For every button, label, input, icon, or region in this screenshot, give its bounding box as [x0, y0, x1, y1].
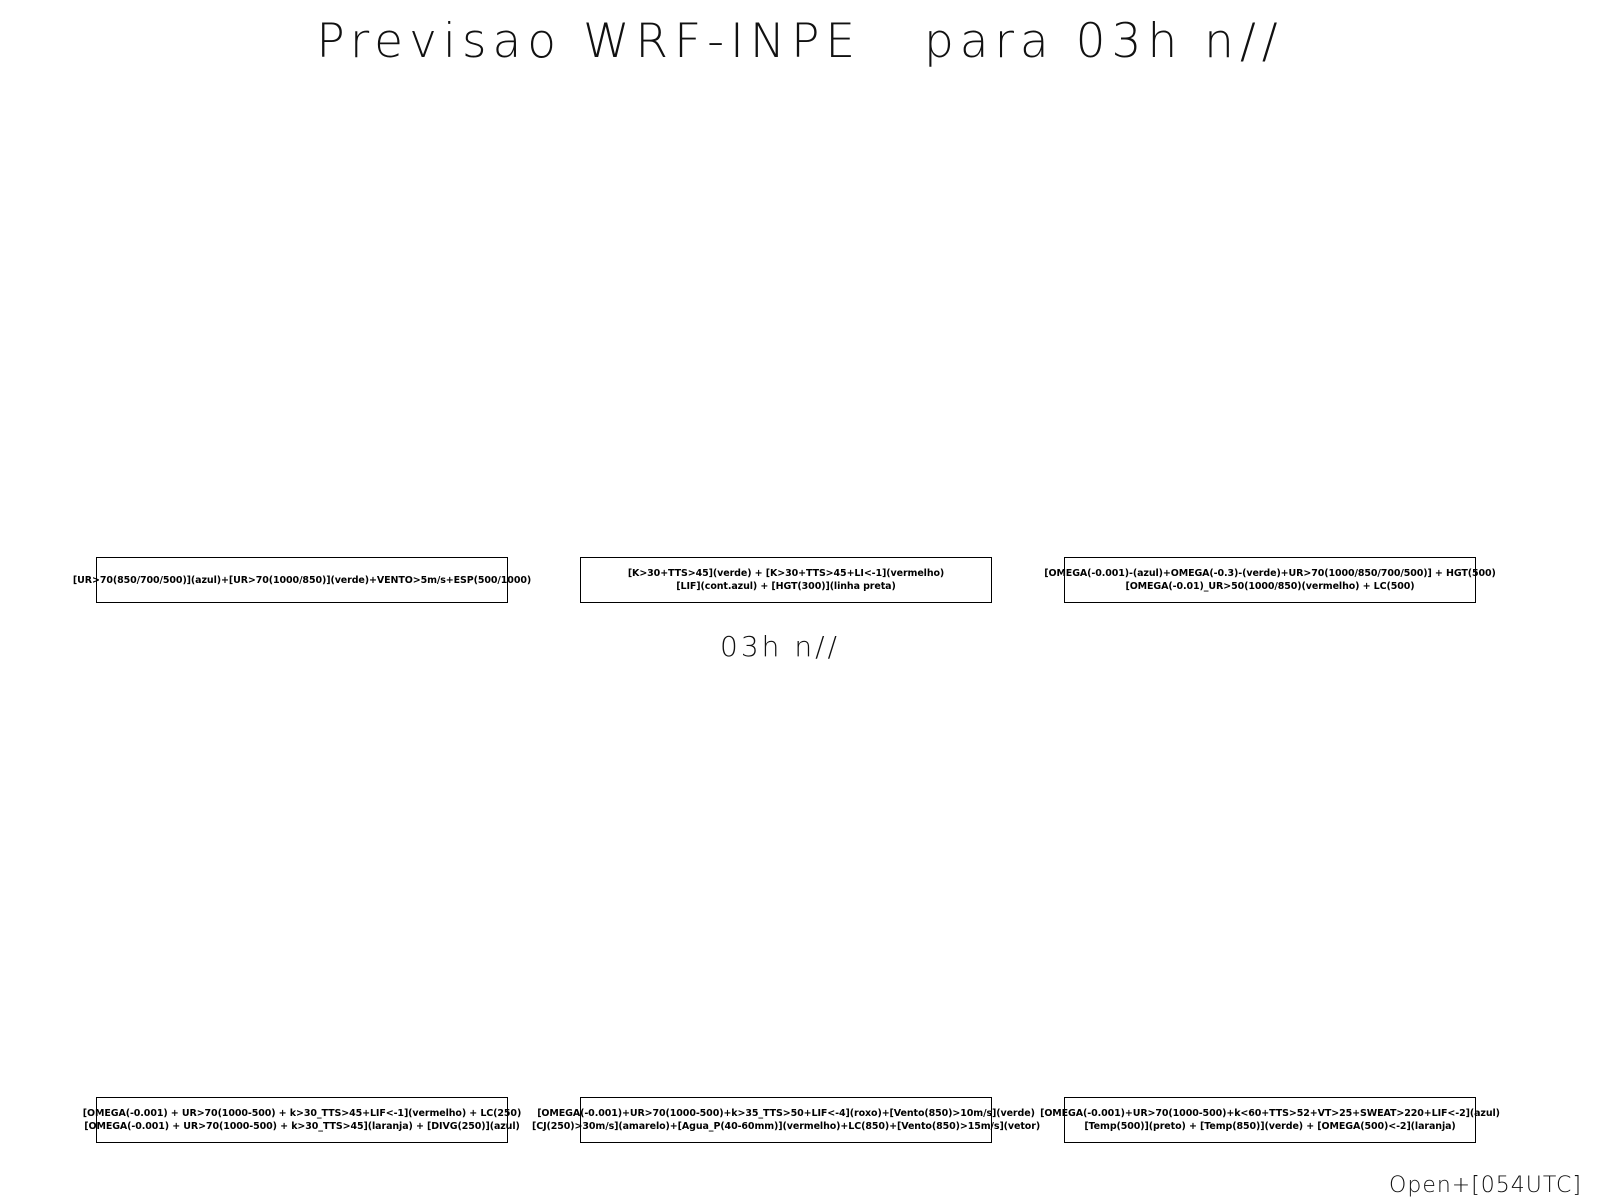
forecast-hour-subtitle: 03h n// [720, 630, 840, 663]
legend-line: [OMEGA(-0.001)+UR>70(1000-500)+k>35_TTS>50+LIF<-4](roxo)+[Vento(850)>10m/s](verde) [537, 1108, 1035, 1119]
legend-panel-top-left [72, 557, 532, 603]
legend-line: [LIF](cont.azul) + [HGT(300)](linha preta) [676, 581, 896, 592]
legend-line: [OMEGA(-0.001)-(azul)+OMEGA(-0.3)-(verde)+UR>70(1000/850/700/500)] + HGT(500) [1044, 568, 1496, 579]
legend-panel-bottom-center [531, 1097, 1041, 1143]
legend-line: [CJ(250)>30m/s](amarelo)+[Agua_P(40-60mm)](vermelho)+LC(850)+[Vento(850)>15m/s](vetor) [531, 1121, 1041, 1132]
legend-line: [OMEGA(-0.001) + UR>70(1000-500) + k>30_TTS>45+LIF<-1](vermelho) + LC(250) [82, 1108, 522, 1119]
legend-line: [OMEGA(-0.001)+UR>70(1000-500)+k<60+TTS>52+VT>25+SWEAT>220+LIF<-2](azul) [1040, 1108, 1500, 1119]
legend-line: [OMEGA(-0.01)_UR>50(1000/850)(vermelho) + LC(500) [1125, 581, 1415, 592]
legend-line: [OMEGA(-0.001) + UR>70(1000-500) + k>30_TTS>45](laranja) + [DIVG(250)](azul) [84, 1121, 520, 1132]
legend-line: [K>30+TTS>45](verde) + [K>30+TTS>45+LI<-1](vermelho) [627, 568, 945, 579]
legend-line: [Temp(500)](preto) + [Temp(850)](verde) + [OMEGA(500)<-2](laranja) [1084, 1121, 1456, 1132]
legend-line: [UR>70(850/700/500)](azul)+[UR>70(1000/850)](verde)+VENTO>5m/s+ESP(500/1000) [72, 574, 532, 586]
open-time-stamp: Open+[054UTC] [1389, 1173, 1582, 1198]
legend-panel-bottom-right [1040, 1097, 1500, 1143]
legend-panel-top-right [1044, 557, 1496, 603]
legend-panel-bottom-left [82, 1097, 522, 1143]
page-title: Previsao WRF-INPE para 03h n// [316, 14, 1284, 69]
legend-panel-top-center [580, 557, 992, 603]
